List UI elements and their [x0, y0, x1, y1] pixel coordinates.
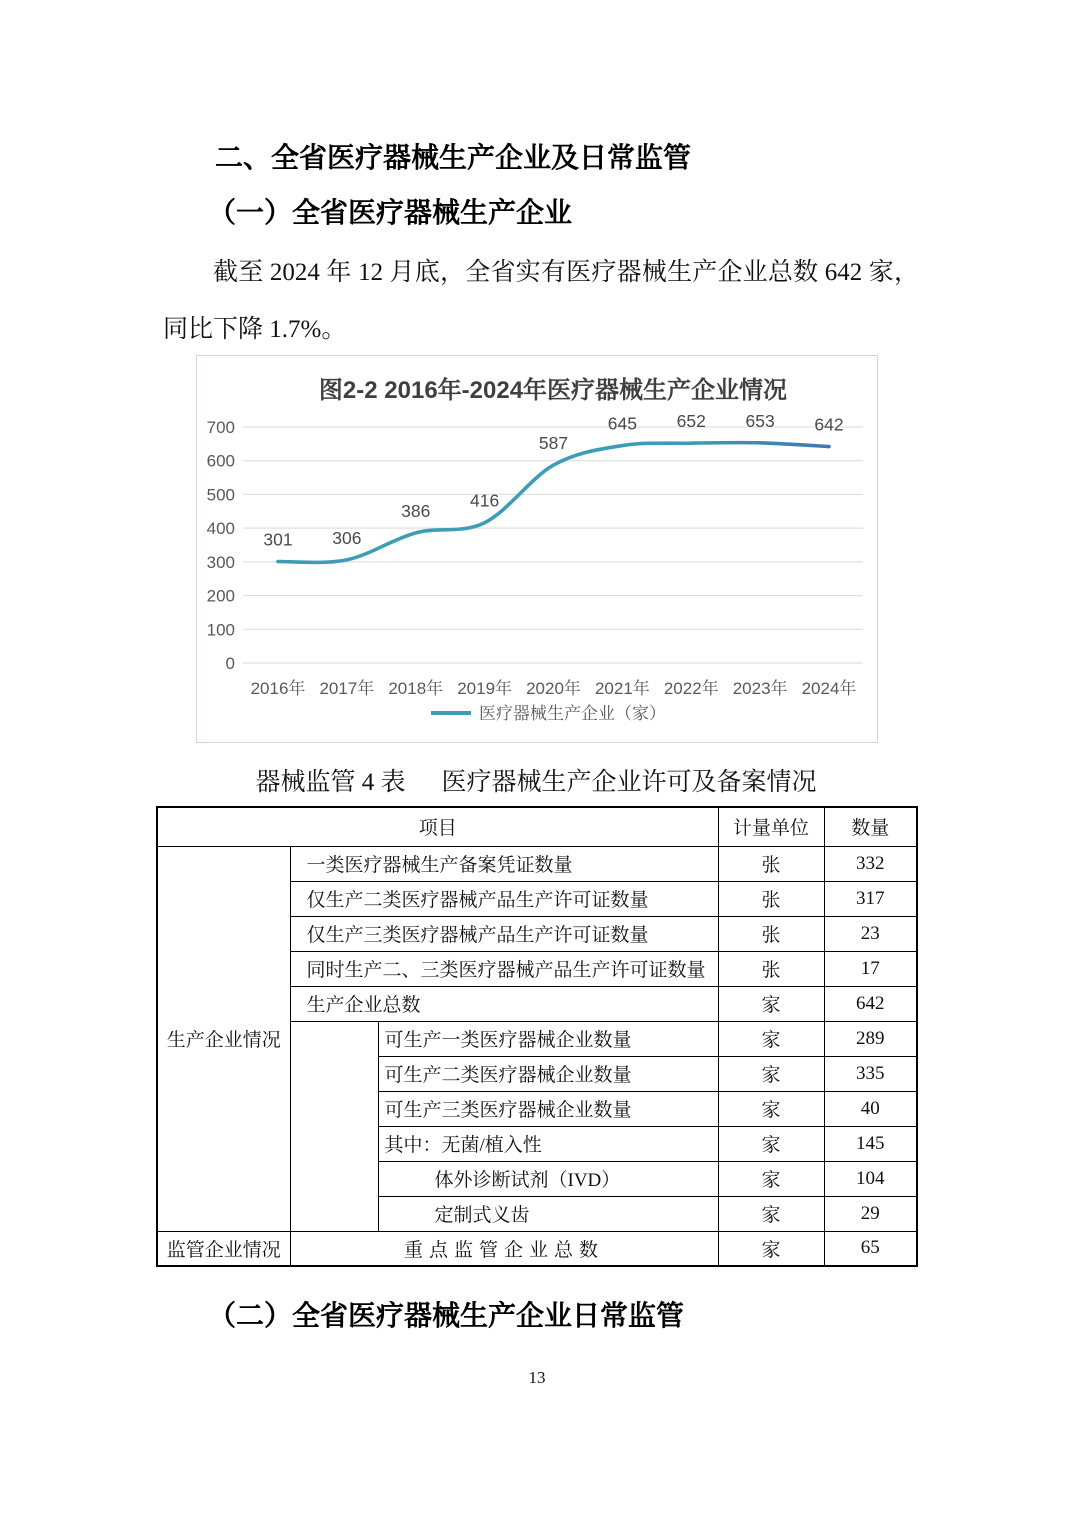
svg-text:2020年: 2020年 — [526, 679, 581, 698]
chart-title: 图2-2 2016年-2024年医疗器械生产企业情况 — [318, 377, 788, 404]
svg-text:2017年: 2017年 — [319, 679, 375, 698]
table-row — [157, 846, 917, 881]
cell-unit: 家 — [718, 1196, 824, 1231]
cell-qty: 29 — [824, 1196, 917, 1231]
svg-text:306: 306 — [332, 527, 362, 548]
subsection-1-heading: （一）全省医疗器械生产企业 — [208, 197, 573, 228]
x-axis-labels — [251, 678, 857, 698]
svg-text:400: 400 — [206, 519, 235, 539]
table-caption-title: 医疗器械生产企业许可及备案情况 — [441, 769, 817, 796]
table-row — [157, 1231, 917, 1266]
cell-item: 可生产三类医疗器械企业数量 — [378, 1091, 718, 1126]
svg-text:600: 600 — [206, 451, 235, 471]
cell-item: 仅生产三类医疗器械产品生产许可证数量 — [290, 916, 718, 951]
cell-qty: 335 — [824, 1056, 917, 1091]
legend-label: 医疗器械生产企业（家） — [479, 704, 666, 723]
svg-text:653: 653 — [745, 410, 775, 431]
cell-unit: 家 — [718, 1021, 824, 1056]
cell-qty: 145 — [824, 1126, 917, 1161]
svg-text:100: 100 — [206, 620, 235, 640]
svg-text:2018年: 2018年 — [388, 679, 444, 698]
cell-qty: 289 — [824, 1021, 917, 1056]
cell-item: 体外诊断试剂（IVD） — [378, 1161, 718, 1196]
row-group-supervision: 监管企业情况 — [157, 1231, 290, 1266]
chart-figure — [196, 355, 878, 743]
cell-item: 定制式义齿 — [378, 1196, 718, 1231]
cell-item: 重点监管企业总数 — [290, 1231, 718, 1266]
data-labels — [263, 411, 843, 550]
cell-qty: 317 — [824, 881, 917, 916]
cell-unit: 张 — [718, 881, 824, 916]
svg-text:500: 500 — [206, 485, 235, 505]
cell-item: 生产企业总数 — [290, 986, 718, 1021]
legend — [431, 704, 666, 723]
cell-qty: 332 — [824, 846, 917, 881]
svg-text:2024年: 2024年 — [801, 679, 857, 698]
svg-text:386: 386 — [401, 500, 431, 521]
cell-qty: 17 — [824, 951, 917, 986]
svg-text:416: 416 — [470, 490, 500, 511]
table-header-row — [157, 807, 917, 846]
table-caption — [156, 762, 916, 798]
cell-item: 可生产一类医疗器械企业数量 — [378, 1021, 718, 1056]
svg-text:642: 642 — [814, 414, 844, 435]
cell-qty: 104 — [824, 1161, 917, 1196]
svg-text:2021年: 2021年 — [594, 679, 650, 698]
svg-text:2016年: 2016年 — [250, 679, 306, 698]
svg-text:2019年: 2019年 — [457, 679, 513, 698]
body-paragraph: 截至 2024 年 12 月底，全省实有医疗器械生产企业总数 642 家，同比下降 1.7%。 — [163, 259, 919, 343]
svg-text:700: 700 — [206, 418, 235, 437]
company-line-chart — [197, 356, 876, 741]
spacer-cell — [290, 1021, 378, 1231]
row-group-production: 生产企业情况 — [157, 846, 290, 1231]
subsection-2-heading: （二）全省医疗器械生产企业日常监管 — [208, 1300, 685, 1331]
cell-unit: 张 — [718, 846, 824, 881]
page-number: 13 — [528, 1368, 546, 1387]
svg-text:2023年: 2023年 — [732, 679, 788, 698]
svg-text:0: 0 — [225, 654, 235, 673]
header-item: 项目 — [157, 807, 718, 846]
svg-text:200: 200 — [206, 586, 235, 606]
license-table — [156, 806, 918, 1267]
svg-text:645: 645 — [607, 413, 637, 434]
cell-unit: 家 — [718, 986, 824, 1021]
cell-unit: 张 — [718, 951, 824, 986]
cell-item: 一类医疗器械生产备案凭证数量 — [290, 846, 718, 881]
cell-item: 可生产二类医疗器械企业数量 — [378, 1056, 718, 1091]
y-axis-labels — [207, 418, 235, 673]
cell-item: 仅生产二类医疗器械产品生产许可证数量 — [290, 881, 718, 916]
svg-text:587: 587 — [538, 433, 569, 454]
cell-unit: 家 — [718, 1056, 824, 1091]
cell-unit: 家 — [718, 1161, 824, 1196]
cell-qty: 65 — [824, 1231, 917, 1266]
cell-qty: 642 — [824, 986, 917, 1021]
cell-qty: 23 — [824, 916, 917, 951]
cell-unit: 张 — [718, 916, 824, 951]
cell-unit: 家 — [718, 1126, 824, 1161]
table-caption-prefix: 器械监管 4 表 — [255, 769, 406, 796]
section-heading: 二、全省医疗器械生产企业及日常监管 — [215, 142, 692, 173]
cell-unit: 家 — [718, 1091, 824, 1126]
cell-item: 同时生产二、三类医疗器械产品生产许可证数量 — [290, 951, 718, 986]
svg-text:652: 652 — [676, 411, 706, 432]
svg-text:300: 300 — [206, 552, 235, 572]
cell-unit: 家 — [718, 1231, 824, 1266]
cell-qty: 40 — [824, 1091, 917, 1126]
header-unit: 计量单位 — [718, 807, 824, 846]
cell-item: 其中：无菌/植入性 — [378, 1126, 718, 1161]
svg-text:301: 301 — [263, 529, 293, 550]
svg-text:2022年: 2022年 — [663, 679, 719, 698]
header-qty: 数量 — [824, 807, 917, 846]
